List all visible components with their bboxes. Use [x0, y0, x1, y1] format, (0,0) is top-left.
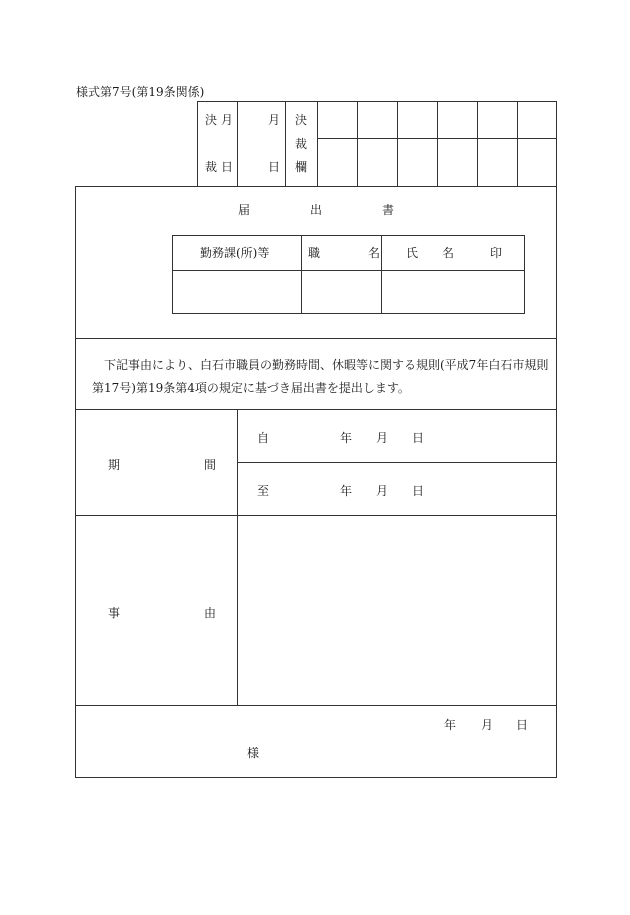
stamp-cell[interactable] — [358, 102, 397, 138]
approval-column-label-3: 欄 — [295, 160, 308, 174]
approval-day-unit: 日 — [268, 160, 281, 174]
kessai-day-label: 日 — [221, 160, 234, 174]
form-title: 届 出 書 — [238, 203, 395, 217]
name-field[interactable] — [382, 271, 524, 313]
stamp-cell[interactable] — [318, 102, 357, 138]
recipient-field[interactable] — [90, 740, 240, 764]
department-field[interactable] — [173, 271, 301, 313]
period-to-day: 日 — [412, 484, 425, 498]
footer-day: 日 — [516, 718, 529, 732]
period-to-label: 至 — [257, 484, 270, 498]
body-text-line1: 下記事由により、白石市職員の勤務時間、休暇等に関する規則(平成7年白石市規則 — [104, 358, 549, 372]
period-from-day: 日 — [412, 431, 425, 445]
footer-year: 年 — [444, 718, 457, 732]
form-number-label: 様式第7号(第19条関係) — [76, 85, 205, 99]
reason-label: 事 由 — [108, 606, 217, 620]
period-from-month: 月 — [376, 431, 389, 445]
header-name-seal: 氏 名 印 — [406, 246, 503, 260]
stamp-cell[interactable] — [438, 139, 477, 186]
stamp-cell[interactable] — [478, 102, 517, 138]
stamp-cell[interactable] — [318, 139, 357, 186]
kessai-label-top: 決 — [205, 113, 218, 127]
period-from-label: 自 — [257, 431, 270, 445]
reason-field[interactable] — [238, 516, 556, 705]
footer-month: 月 — [481, 718, 494, 732]
stamp-cell[interactable] — [478, 139, 517, 186]
approval-month-unit: 月 — [268, 113, 281, 127]
kessai-month-label: 月 — [221, 113, 234, 127]
stamp-cell[interactable] — [438, 102, 477, 138]
kessai-label-bottom: 裁 — [205, 160, 218, 174]
recipient-suffix: 様 — [247, 746, 260, 760]
period-label: 期 間 — [108, 458, 217, 472]
position-field[interactable] — [302, 271, 381, 313]
header-department: 勤務課(所)等 — [200, 246, 270, 260]
body-text-line2: 第17号)第19条第4項の規定に基づき届出書を提出します。 — [92, 381, 410, 395]
period-from-year: 年 — [340, 431, 353, 445]
approval-column-label-2: 裁 — [295, 137, 308, 151]
stamp-cell[interactable] — [518, 139, 556, 186]
stamp-cell[interactable] — [358, 139, 397, 186]
approval-column-label-1: 決 — [295, 113, 308, 127]
header-position: 職 名 — [308, 246, 381, 260]
period-to-field[interactable] — [238, 463, 556, 515]
stamp-cell[interactable] — [398, 139, 437, 186]
stamp-cell[interactable] — [398, 102, 437, 138]
period-to-year: 年 — [340, 484, 353, 498]
period-to-month: 月 — [376, 484, 389, 498]
period-from-field[interactable] — [238, 410, 556, 462]
stamp-cell[interactable] — [518, 102, 556, 138]
